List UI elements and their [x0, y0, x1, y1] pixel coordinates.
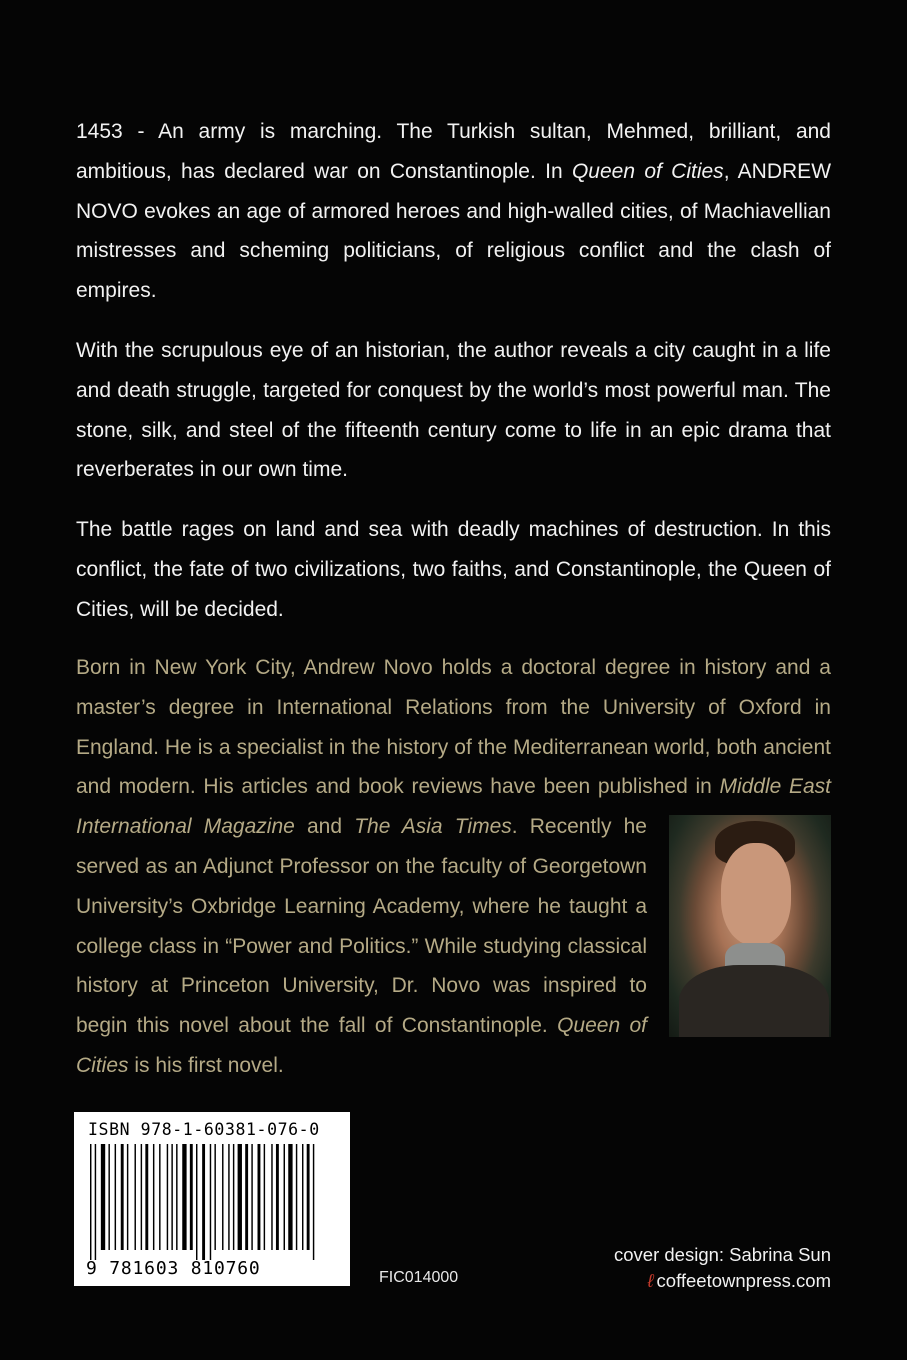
barcode-bars	[88, 1144, 336, 1260]
synopsis-paragraph-3: The battle rages on land and sea with deadly machines of destruction. In this conflict, the fate of two civilizations, two faiths, and Constantinople, the Queen of Cities, will be decided.	[76, 518, 831, 621]
synopsis	[76, 112, 831, 650]
synopsis-text: 1453 - An army is marching. The Turkish sultan, Mehmed, brilliant, and ambitious, has declared war on Constantinople. In	[76, 120, 831, 183]
publication-title: The Asia Times	[354, 815, 512, 839]
cover-design-credit: cover design: Sabrina Sun	[614, 1244, 831, 1265]
book-title-italic: Queen of Cities	[571, 159, 724, 183]
synopsis-paragraph-2: With the scrupulous eye of an historian, the author reveals a city caught in a life and death struggle, targeted for conquest by the world’s most powerful man. The stone, silk, and steel of the fifteenth century come to life in an epic drama that reverberates in our own time.	[76, 338, 831, 482]
bio-text: . Recently he served as an Adjunct Professor on the faculty of Georgetown University’s Oxbridge Learning Academy, where he taught a college class in “Power and Politics.” While studying classical history at Princeton University, Dr. Novo was inspired to begin this novel about the fall of Constantinople.	[76, 815, 647, 1038]
author-bio-paragraph	[76, 648, 831, 1086]
bio-text: and	[294, 815, 355, 839]
barcode-digits: 9 781603 810760	[86, 1258, 261, 1279]
isbn-label: ISBN 978-1-60381-076-0	[88, 1120, 320, 1139]
author-photo	[669, 815, 831, 1037]
isbn-barcode	[74, 1112, 350, 1286]
bisac-code: FIC014000	[379, 1269, 459, 1286]
bio-text: is his first novel.	[128, 1053, 284, 1077]
synopsis-text: , ANDREW NOVO evokes an age of armored heroes and high-walled cities, of Machiavellian mistresses and scheming politicians, of religious conflict and the clash of empires.	[76, 159, 832, 303]
author-bio	[76, 648, 831, 1086]
bio-text: Born in New York City, Andrew Novo holds a doctoral degree in history and a master’s degree in International Relations from the University of Oxford in England. He is a specialist in the history of the Mediterranean world, both ancient and modern. His articles and book reviews have been published in	[76, 656, 831, 799]
synopsis-paragraph-1	[76, 112, 831, 311]
website-text: coffeetownpress.com	[656, 1270, 831, 1291]
book-title-italic: Queen of Cities	[76, 1014, 647, 1077]
publication-title: Middle East International Magazine	[76, 775, 831, 839]
credits	[614, 1242, 831, 1294]
coffee-cup-logo-icon: ℓ	[647, 1270, 654, 1291]
publisher-website	[614, 1268, 831, 1294]
